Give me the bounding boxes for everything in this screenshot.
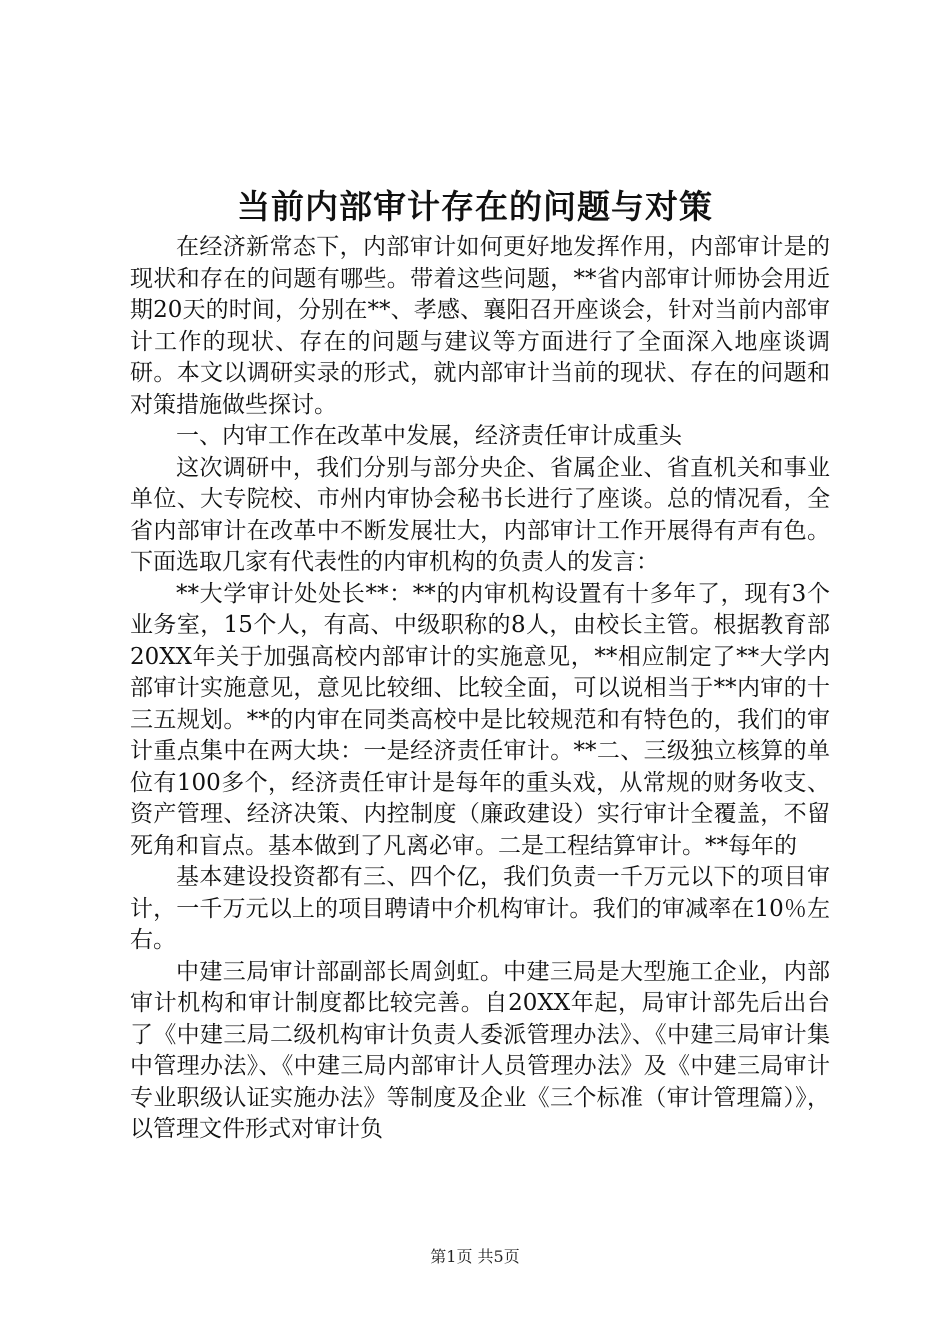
section-heading-1: 一、内审工作在改革中发展，经济责任审计成重头 xyxy=(176,423,682,449)
document-title: 当前内部审计存在的问题与对策 xyxy=(237,187,713,226)
paragraph-survey: 这次调研中，我们分别与部分央企、省属企业、省直机关和事业单位、大专院校、市州内审协会秘书长进行了座谈。总的情况看，全省内部审计在改革中不断发展壮大，内部审计工作开展得有声有色。下面选取几家有代表性的内审机构的负责人的发言： xyxy=(130,454,830,575)
paragraph-intro: 在经济新常态下，内部审计如何更好地发挥作用，内部审计是的现状和存在的问题有哪些。带着这些问题，**省内部审计师协会用近期20天的时间，分别在**、孝感、襄阳召开座谈会，针对当前内部审计工作的现状、存在的问题与建议等方面进行了全面深入地座谈调研。本文以调研实录的形式，就内部审计当前的现状、存在的问题和对策措施做些探讨。 xyxy=(130,234,830,418)
paragraph-construction-investment: 基本建设投资都有三、四个亿，我们负责一千万元以下的项目审计，一千万元以上的项目聘请中介机构审计。我们的审减率在10％左右。 xyxy=(130,864,830,953)
page-footer: 第1页 共5页 xyxy=(430,1247,520,1266)
paragraph-university-audit: **大学审计处处长**：**的内审机构设置有十多年了，现有3个业务室，15个人，有高、中级职称的8人，由校长主管。根据教育部20XX年关于加强高校内部审计的实施意见，**相应制定了**大学内部审计实施意见，意见比较细、比较全面，可以说相当于**内审的十三五规划。**的内审在同类高校中是比较规范和有特色的，我们的审计重点集中在两大块：一是经济责任审计。**二、三级独立核算的单位有100多个，经济责任审计是每年的重头戏，从常规的财务收支、资产管理、经济决策、内控制度（廉政建设）实行审计全覆盖，不留死角和盲点。基本做到了凡离必审。二是工程结算审计。**每年的 xyxy=(130,580,830,859)
paragraph-cscec3: 中建三局审计部副部长周剑虹。中建三局是大型施工企业，内部审计机构和审计制度都比较完善。自20XX年起，局审计部先后出台了《中建三局二级机构审计负责人委派管理办法》、《中建三局审计集中管理办法》、《中建三局内部审计人员管理办法》及《中建三局审计专业职级认证实施办法》等制度及企业《三个标准（审计管理篇）》，以管理文件形式对审计负 xyxy=(130,958,830,1142)
document-body xyxy=(130,232,830,1146)
